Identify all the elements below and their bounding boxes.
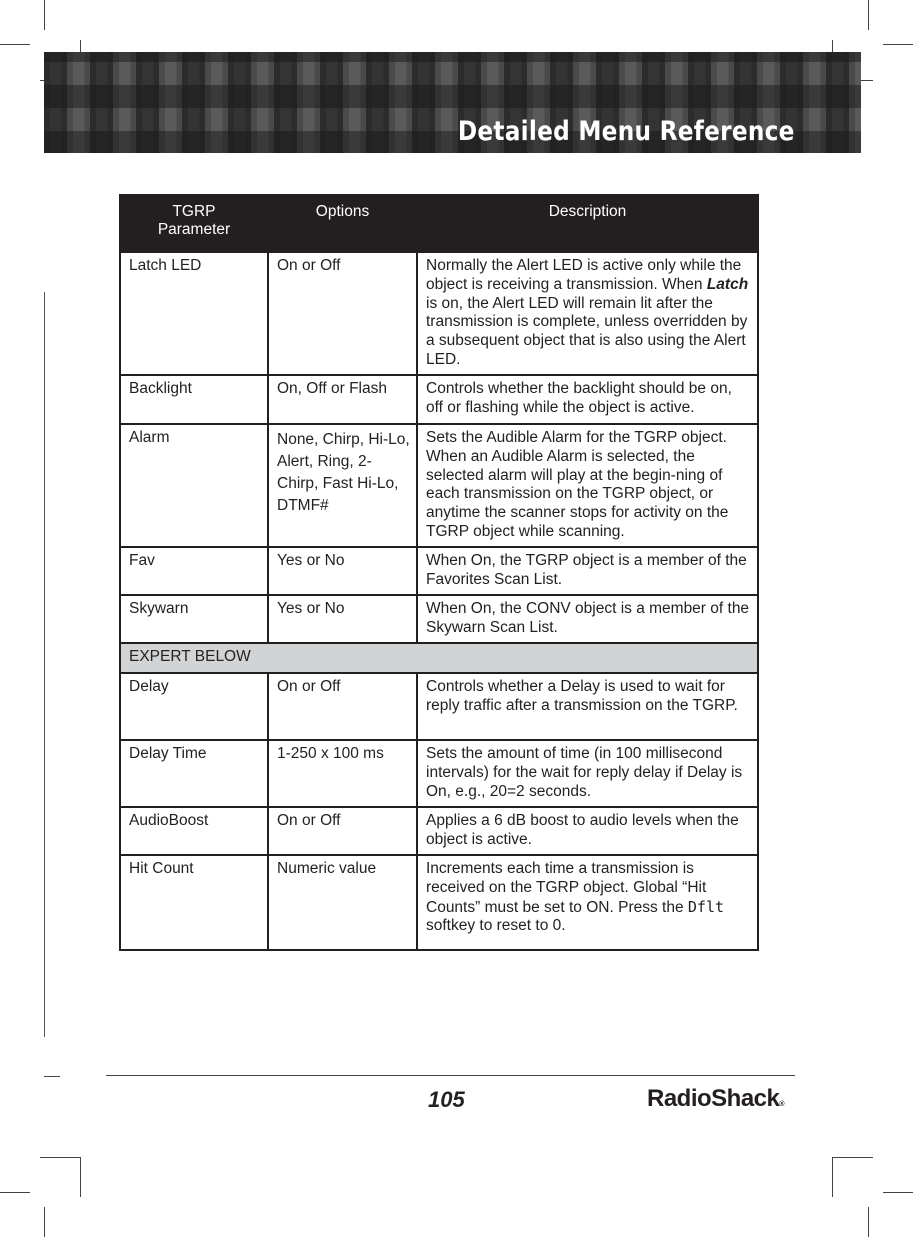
header-description: Description xyxy=(417,195,758,252)
options-cell: On or Off xyxy=(268,673,417,740)
table-row xyxy=(120,807,758,855)
page-number: 105 xyxy=(428,1087,465,1112)
description-text: is on, the Alert LED will remain lit after the transmission is complete, unless overridden by a subsequent object that is also using the Alert LED. xyxy=(426,294,748,368)
dflt-softkey-label: Dflt xyxy=(687,897,725,916)
table-row xyxy=(120,673,758,740)
footer-rule xyxy=(106,1075,795,1076)
options-cell: On or Off xyxy=(268,252,417,375)
param-cell: Backlight xyxy=(120,375,268,424)
crop-mark xyxy=(883,44,913,45)
options-cell: Numeric value xyxy=(268,855,417,950)
table-row xyxy=(120,424,758,547)
options-cell: Yes or No xyxy=(268,595,417,643)
radioshack-logo xyxy=(647,1085,784,1113)
param-cell: Delay xyxy=(120,673,268,740)
crop-mark xyxy=(0,1192,30,1193)
expert-section-row xyxy=(120,643,758,673)
table-row xyxy=(120,595,758,643)
options-cell: Yes or No xyxy=(268,547,417,595)
param-cell: AudioBoost xyxy=(120,807,268,855)
page-title: Detailed Menu Reference xyxy=(458,116,795,147)
options-cell: On, Off or Flash xyxy=(268,375,417,424)
param-cell: Alarm xyxy=(120,424,268,547)
crop-mark xyxy=(44,1207,45,1237)
param-cell: Hit Count xyxy=(120,855,268,950)
options-cell: 1-250 x 100 ms xyxy=(268,740,417,807)
table-row xyxy=(120,855,758,950)
description-text: Increments each time a transmission is received on the TGRP object. Global “Hit Counts” must be set to ON. Press the xyxy=(426,860,707,916)
crop-mark xyxy=(44,0,45,30)
param-cell: Fav xyxy=(120,547,268,595)
param-cell: Latch LED xyxy=(120,252,268,375)
tgrp-parameter-table xyxy=(119,194,759,951)
crop-mark xyxy=(0,44,30,45)
crop-mark xyxy=(80,1157,81,1197)
crop-mark xyxy=(832,1157,833,1197)
description-cell: Applies a 6 dB boost to audio levels when the object is active. xyxy=(417,807,758,855)
crop-mark xyxy=(44,1076,60,1077)
header-parameter: TGRP Parameter xyxy=(120,195,268,252)
description-cell: When On, the CONV object is a member of the Skywarn Scan List. xyxy=(417,595,758,643)
header-options: Options xyxy=(268,195,417,252)
description-cell: Sets the Audible Alarm for the TGRP object. When an Audible Alarm is selected, the selected alarm will play at the begin-ning of each transmission on the TGRP object, or anytime the scanner stops for activity on the TGRP object while scanning. xyxy=(417,424,758,547)
description-cell: Controls whether the backlight should be on, off or flashing while the object is active. xyxy=(417,375,758,424)
description-cell xyxy=(417,855,758,950)
table-row xyxy=(120,375,758,424)
description-cell: Sets the amount of time (in 100 millisecond intervals) for the wait for reply delay if Delay is On, e.g., 20=2 seconds. xyxy=(417,740,758,807)
margin-line xyxy=(44,292,45,1037)
description-text: softkey to reset to 0. xyxy=(426,917,566,935)
crop-mark xyxy=(833,1157,873,1158)
table-row xyxy=(120,252,758,375)
table-row xyxy=(120,740,758,807)
header-banner xyxy=(44,52,861,153)
crop-mark xyxy=(868,0,869,30)
options-cell xyxy=(268,424,417,547)
options-text: None, Chirp, Hi-Lo, Alert, Ring, 2-Chirp, Fast Hi-Lo, DTMF# xyxy=(277,431,410,514)
crop-mark xyxy=(868,1207,869,1237)
description-text: Normally the Alert LED is active only while the object is receiving a transmission. When xyxy=(426,257,742,293)
param-cell: Delay Time xyxy=(120,740,268,807)
table-row xyxy=(120,547,758,595)
description-cell: When On, the TGRP object is a member of the Favorites Scan List. xyxy=(417,547,758,595)
crop-mark xyxy=(883,1192,913,1193)
expert-section-label: EXPERT BELOW xyxy=(120,643,758,673)
registered-mark: ® xyxy=(779,1101,785,1108)
description-cell: Controls whether a Delay is used to wait for reply traffic after a transmission on the TGRP. xyxy=(417,673,758,740)
description-cell xyxy=(417,252,758,375)
crop-mark xyxy=(40,1157,80,1158)
param-cell: Skywarn xyxy=(120,595,268,643)
brand-name: RadioShack xyxy=(647,1085,780,1112)
latch-emphasis: Latch xyxy=(706,275,749,293)
table-header-row xyxy=(120,195,758,252)
options-cell: On or Off xyxy=(268,807,417,855)
